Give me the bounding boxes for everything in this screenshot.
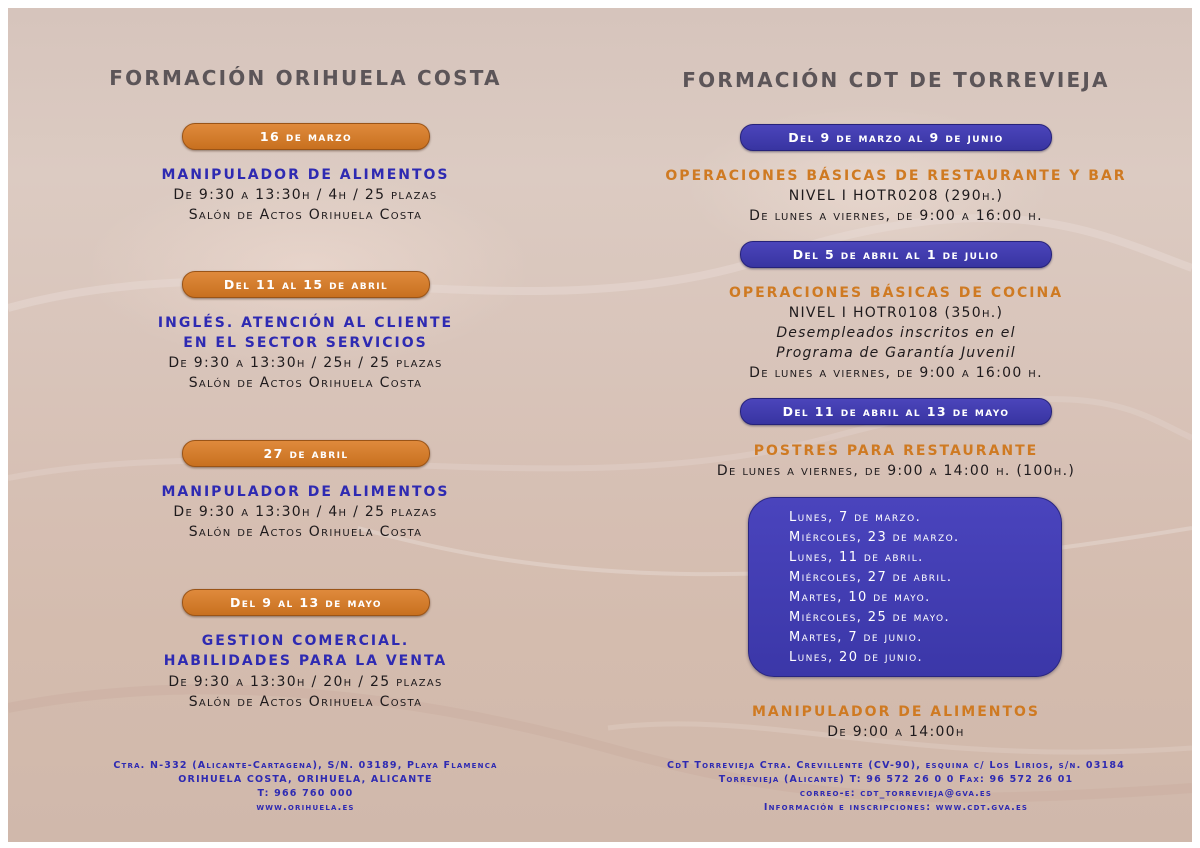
course-schedule: De 9:30 a 13:30h / 20h / 25 plazas: [168, 674, 443, 690]
course-schedule: De 9:30 a 13:30h / 4h / 25 plazas: [173, 187, 438, 203]
torrevieja-email-link[interactable]: correo-e: cdt_torrevieja@gva.es: [799, 788, 993, 799]
course-schedule: De 9:30 a 13:30h / 25h / 25 plazas: [168, 355, 443, 371]
course-date-pill: Del 5 de abril al 1 de julio: [740, 241, 1052, 268]
session-dates-box: [748, 497, 1062, 677]
course-place: Salón de Actos Orihuela Costa: [188, 694, 423, 710]
course-title: MANIPULADOR DE ALIMENTOS: [751, 704, 1041, 720]
orihuela-address: Ctra. N-332 (Alicante-Cartagena), S/N. 03189, Playa Flamenca: [113, 760, 498, 771]
orihuela-website-link[interactable]: www.orihuela.es: [256, 802, 355, 813]
course-date-pill: Del 9 de marzo al 9 de junio: [740, 124, 1052, 151]
course-level: NIVEL I HOTR0108 (350h.): [788, 305, 1004, 321]
course-title: POSTRES PARA RESTAURANTE: [753, 443, 1039, 459]
course-title: EN EL SECTOR SERVICIOS: [183, 335, 428, 351]
course-title: MANIPULADOR DE ALIMENTOS: [161, 484, 450, 500]
course-date-pill: 16 de marzo: [182, 123, 430, 150]
course-date-pill: Del 11 de abril al 13 de mayo: [740, 398, 1052, 425]
session-date: Miércoles, 27 de abril.: [789, 570, 953, 585]
torrevieja-phone-fax: Torrevieja (Alicante) T: 96 572 26 0 0 Fax: 96 572 26 01: [718, 774, 1074, 785]
course-title: MANIPULADOR DE ALIMENTOS: [161, 167, 450, 183]
course-schedule: De lunes a viernes, de 9:00 a 14:00 h. (100h.): [716, 463, 1076, 479]
orihuela-heading: FORMACIÓN ORIHUELA COSTA: [109, 66, 502, 90]
course-schedule: De 9:30 a 13:30h / 4h / 25 plazas: [173, 504, 438, 520]
course-date-pill: Del 11 al 15 de abril: [182, 271, 430, 298]
session-date: Lunes, 20 de junio.: [789, 650, 924, 665]
course-date-pill: 27 de abril: [182, 440, 430, 467]
course-schedule: De lunes a viernes, de 9:00 a 16:00 h.: [749, 208, 1043, 224]
session-date: Martes, 7 de junio.: [789, 630, 923, 645]
course-schedule: De lunes a viernes, de 9:00 a 16:00 h.: [749, 365, 1043, 381]
orihuela-phone: T: 966 760 000: [257, 788, 354, 799]
course-level: NIVEL I HOTR0208 (290h.): [788, 188, 1004, 204]
session-date: Miércoles, 25 de mayo.: [789, 610, 951, 625]
course-title: OPERACIONES BÁSICAS DE RESTAURANTE Y BAR: [665, 168, 1127, 184]
course-eligibility: Desempleados inscritos en el: [776, 325, 1016, 341]
course-date-pill: Del 9 al 13 de mayo: [182, 589, 430, 616]
orihuela-city: ORIHUELA COSTA, ORIHUELA, ALICANTE: [178, 774, 433, 785]
brochure-page: [8, 8, 1192, 842]
torrevieja-address: CdT Torrevieja Ctra. Crevillente (CV-90), esquina c/ Los Lirios, s/n. 03184: [667, 760, 1125, 771]
session-date: Lunes, 7 de marzo.: [789, 510, 922, 525]
session-date: Miércoles, 23 de marzo.: [789, 530, 960, 545]
course-place: Salón de Actos Orihuela Costa: [188, 524, 423, 540]
course-place: Salón de Actos Orihuela Costa: [188, 207, 423, 223]
session-date: Lunes, 11 de abril.: [789, 550, 924, 565]
course-eligibility: Programa de Garantía Juvenil: [776, 345, 1016, 361]
session-date: Martes, 10 de mayo.: [789, 590, 931, 605]
course-place: Salón de Actos Orihuela Costa: [188, 375, 423, 391]
torrevieja-website-link[interactable]: Información e inscripciones: www.cdt.gva.es: [763, 802, 1029, 813]
course-title: HABILIDADES PARA LA VENTA: [163, 653, 448, 669]
course-title: INGLÉS. ATENCIÓN AL CLIENTE: [157, 315, 454, 331]
course-title: OPERACIONES BÁSICAS DE COCINA: [728, 285, 1064, 301]
torrevieja-heading: FORMACIÓN CDT DE TORREVIEJA: [682, 68, 1110, 92]
course-schedule: De 9:00 a 14:00h: [827, 724, 965, 740]
course-title: GESTION COMERCIAL.: [201, 633, 410, 649]
